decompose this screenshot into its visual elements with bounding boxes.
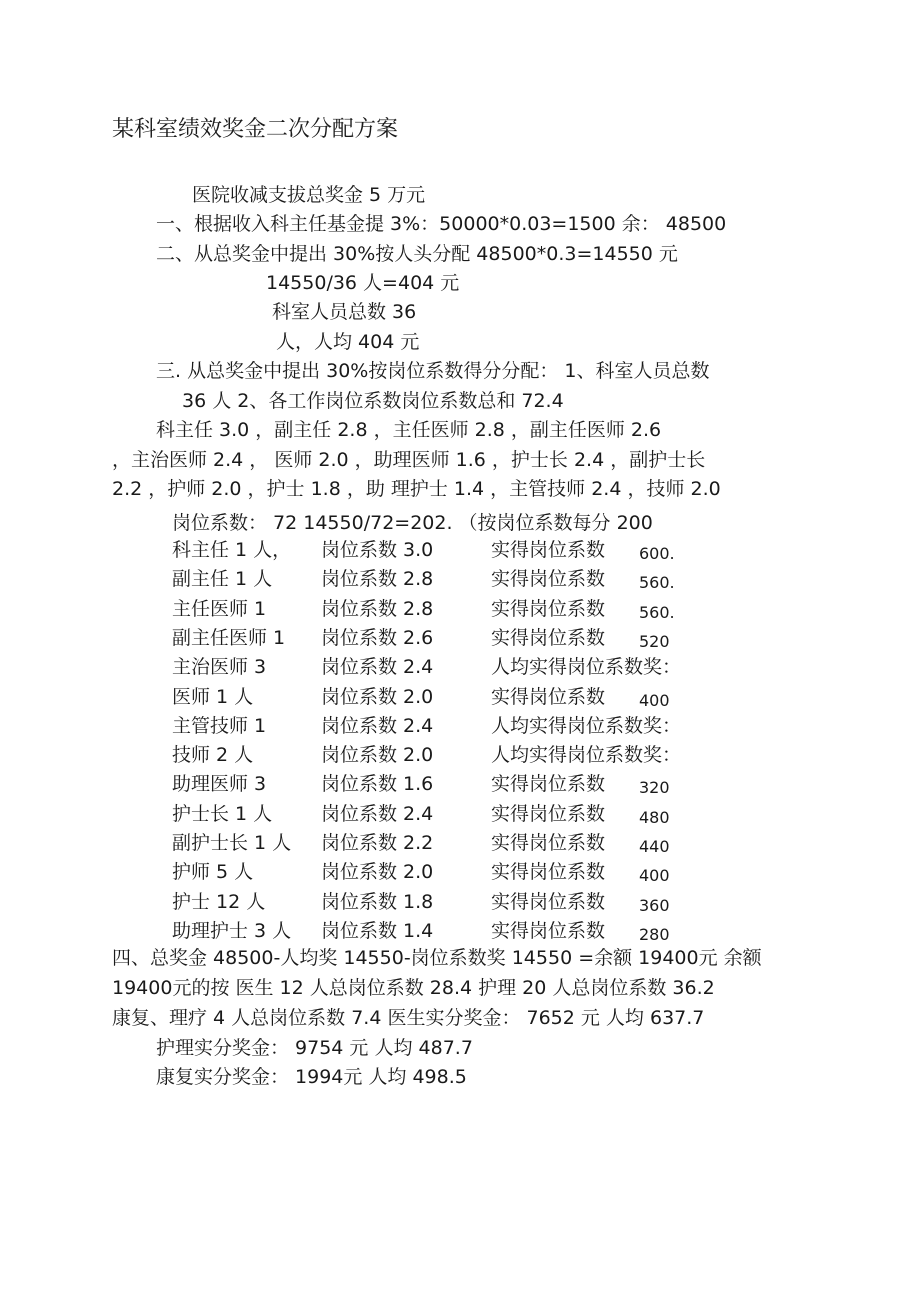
row-label: 实得岗位系数 [491,539,606,561]
row-value: 560. [639,603,675,622]
row-position: 技师 2 人 [172,744,254,766]
row-position: 副护士长 1 人 [172,832,292,854]
row-position: 科主任 1 人， [172,539,292,561]
row-label: 实得岗位系数 [491,803,606,825]
row-label: 实得岗位系数 [491,891,606,913]
row-label: 实得岗位系数 [491,920,606,942]
section-4-line-2: 19400元的按 医生 12 人总岗位系数 28.4 护理 20 人总岗位系数 36.2 [112,977,715,999]
row-position: 护士长 1 人 [172,803,273,825]
row-coefficient: 岗位系数 1.4 [321,920,434,942]
row-coefficient: 岗位系数 2.2 [321,832,434,854]
row-position: 护师 5 人 [172,861,254,883]
row-value: 360 [639,896,670,915]
row-value: 480 [639,808,670,827]
row-value: 440 [639,837,670,856]
row-value: 280 [639,925,670,944]
section-3-line-3: 科主任 3.0 ，副主任 2.8 ，主任医师 2.8 ，副主任医师 2.6 [156,419,662,441]
section-2-staff-total: 科室人员总数 36 [272,301,417,323]
row-label: 实得岗位系数 [491,686,606,708]
row-coefficient: 岗位系数 2.8 [321,568,434,590]
row-label: 人均实得岗位系数奖： [491,715,682,737]
row-label: 实得岗位系数 [491,627,606,649]
section-3-line-4: ，主治医师 2.4 ， 医师 2.0 ，助理医师 1.6 ，护士长 2.4 ，副护士长 [112,449,706,471]
section-1-line: 一、根据收入科主任基金提 3%：50000*0.03=1500 余： 48500 [156,213,727,235]
section-3-line-1: 三. 从总奖金中提出 30%按岗位系数得分分配： 1、科室人员总数 [156,360,710,382]
coefficient-header: 岗位系数： 72 14550/72=202. （按岗位系数每分 200 [172,512,653,534]
document-title: 某科室绩效奖金二次分配方案 [112,117,399,142]
row-label: 实得岗位系数 [491,598,606,620]
row-position: 主治医师 3 [172,656,267,678]
row-coefficient: 岗位系数 2.0 [321,744,434,766]
section-3-line-5: 2.2 ，护师 2.0 ，护士 1.8 ，助 理护士 1.4 ，主管技师 2.4 ，技师 2.0 [112,478,721,500]
row-coefficient: 岗位系数 2.0 [321,686,434,708]
row-position: 副主任医师 1 [172,627,286,649]
row-coefficient: 岗位系数 2.6 [321,627,434,649]
row-coefficient: 岗位系数 3.0 [321,539,434,561]
section-4-line-1: 四、总奖金 48500-人均奖 14550-岗位系数奖 14550 =余额 19400元 余额 [112,947,762,969]
total-bonus-line: 医院收减支拔总奖金 5 万元 [192,184,426,206]
row-coefficient: 岗位系数 2.4 [321,715,434,737]
row-position: 护士 12 人 [172,891,266,913]
row-coefficient: 岗位系数 1.6 [321,773,434,795]
row-coefficient: 岗位系数 2.4 [321,656,434,678]
row-label: 实得岗位系数 [491,773,606,795]
row-value: 600. [639,544,675,563]
row-position: 医师 1 人 [172,686,254,708]
nursing-bonus-line: 护理实分奖金： 9754 元 人均 487.7 [156,1037,473,1059]
row-coefficient: 岗位系数 2.8 [321,598,434,620]
row-value: 560. [639,573,675,592]
section-2-line: 二、从总奖金中提出 30%按人头分配 48500*0.3=14550 元 [156,243,678,265]
section-3-line-2: 36 人 2、各工作岗位系数岗位系数总和 72.4 [182,390,564,412]
section-2-per-capita: 14550/36 人=404 元 [266,272,460,294]
row-label: 人均实得岗位系数奖： [491,744,682,766]
row-label: 实得岗位系数 [491,568,606,590]
row-value: 320 [639,778,670,797]
rehab-bonus-line: 康复实分奖金： 1994元 人均 498.5 [156,1066,467,1088]
row-position: 主管技师 1 [172,715,267,737]
row-value: 400 [639,691,670,710]
row-label: 人均实得岗位系数奖： [491,656,682,678]
row-value: 520 [639,632,670,651]
section-4-line-3: 康复、理疗 4 人总岗位系数 7.4 医生实分奖金： 7652 元 人均 637.7 [112,1007,705,1029]
row-value: 400 [639,866,670,885]
row-position: 主任医师 1 [172,598,267,620]
row-label: 实得岗位系数 [491,832,606,854]
section-2-average: 人，人均 404 元 [276,331,420,353]
row-coefficient: 岗位系数 2.4 [321,803,434,825]
row-label: 实得岗位系数 [491,861,606,883]
row-coefficient: 岗位系数 2.0 [321,861,434,883]
row-position: 副主任 1 人 [172,568,273,590]
row-position: 助理医师 3 [172,773,267,795]
row-coefficient: 岗位系数 1.8 [321,891,434,913]
row-position: 助理护士 3 人 [172,920,292,942]
